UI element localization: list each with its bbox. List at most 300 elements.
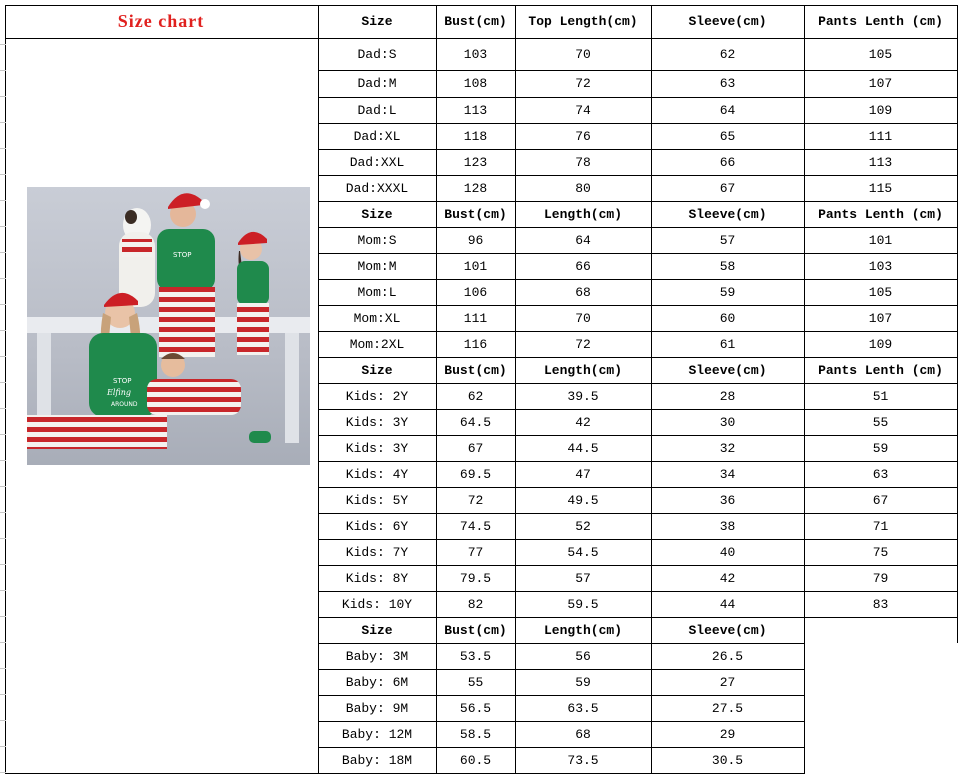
table-border bbox=[651, 617, 652, 644]
table-cell: 36 bbox=[719, 492, 736, 508]
grid-tick bbox=[0, 642, 6, 643]
table-border bbox=[515, 513, 516, 540]
column-header: Sleeve(cm) bbox=[688, 206, 767, 222]
table-border bbox=[436, 123, 437, 150]
table-border bbox=[804, 747, 805, 774]
table-border bbox=[957, 253, 958, 280]
table-cell: Kids: 3Y bbox=[345, 440, 409, 456]
dad-shirt-text: STOP bbox=[173, 251, 192, 259]
column-header: Length(cm) bbox=[543, 206, 622, 222]
table-cell: Kids: 8Y bbox=[345, 570, 409, 586]
table-border bbox=[436, 539, 437, 566]
table-border bbox=[651, 383, 652, 410]
table-cell: 79.5 bbox=[459, 570, 492, 586]
table-cell: 101 bbox=[463, 258, 488, 274]
table-border bbox=[957, 331, 958, 358]
table-border bbox=[957, 38, 958, 71]
table-cell: 66 bbox=[719, 154, 736, 170]
table-cell: 29 bbox=[719, 726, 736, 742]
table-border bbox=[318, 70, 319, 98]
table-border bbox=[515, 487, 516, 514]
table-border bbox=[318, 409, 319, 436]
table-cell: 54.5 bbox=[567, 544, 599, 560]
table-cell: 113 bbox=[868, 154, 893, 170]
column-header: Sleeve(cm) bbox=[688, 14, 767, 29]
grid-tick bbox=[0, 122, 6, 123]
table-border bbox=[804, 409, 805, 436]
table-cell: 79 bbox=[872, 570, 889, 586]
table-cell: 39.5 bbox=[567, 388, 599, 404]
table-border bbox=[651, 695, 652, 722]
table-cell: 55 bbox=[467, 674, 484, 690]
table-border bbox=[957, 539, 958, 566]
table-cell: 58.5 bbox=[459, 726, 492, 742]
table-border bbox=[515, 175, 516, 202]
table-border bbox=[957, 175, 958, 202]
table-cell: 113 bbox=[463, 102, 488, 118]
table-border bbox=[318, 747, 319, 774]
table-border bbox=[515, 617, 516, 644]
table-cell: 72 bbox=[575, 76, 591, 91]
table-cell: 105 bbox=[868, 284, 893, 300]
table-cell: Mom:XL bbox=[353, 310, 401, 326]
table-cell: 96 bbox=[467, 232, 484, 248]
table-border bbox=[651, 747, 652, 774]
table-cell: Dad:XXXL bbox=[345, 180, 409, 196]
table-cell: 44.5 bbox=[567, 440, 599, 456]
table-border bbox=[957, 70, 958, 98]
table-border bbox=[651, 565, 652, 592]
table-cell: Dad:M bbox=[357, 76, 397, 91]
table-border bbox=[436, 461, 437, 488]
table-cell: Kids: 2Y bbox=[345, 388, 409, 404]
table-cell: Mom:M bbox=[357, 258, 397, 274]
table-border bbox=[436, 227, 437, 254]
grid-tick bbox=[0, 356, 6, 357]
table-border bbox=[515, 721, 516, 748]
table-border bbox=[436, 409, 437, 436]
table-border bbox=[515, 695, 516, 722]
table-border bbox=[651, 38, 652, 71]
table-cell: 80 bbox=[575, 180, 591, 196]
table-border bbox=[804, 253, 805, 280]
table-border bbox=[804, 201, 805, 228]
page-title: Size chart bbox=[117, 11, 205, 31]
table-cell: Kids: 7Y bbox=[345, 544, 409, 560]
grid-tick bbox=[0, 70, 6, 71]
column-header: Size bbox=[361, 362, 393, 378]
table-border bbox=[804, 70, 805, 98]
table-border bbox=[957, 357, 958, 384]
table-border bbox=[515, 201, 516, 228]
table-cell: 115 bbox=[868, 180, 893, 196]
table-border bbox=[515, 70, 516, 98]
table-cell: 72 bbox=[467, 492, 484, 508]
table-border bbox=[318, 695, 319, 722]
table-border bbox=[436, 38, 437, 71]
grid-tick bbox=[0, 564, 6, 565]
table-border bbox=[318, 461, 319, 488]
table-cell: 83 bbox=[872, 596, 889, 612]
table-border bbox=[957, 487, 958, 514]
table-border bbox=[436, 331, 437, 358]
table-border bbox=[957, 565, 958, 592]
table-cell: 67 bbox=[467, 440, 484, 456]
table-cell: 62 bbox=[719, 46, 736, 62]
table-cell: 71 bbox=[872, 518, 889, 534]
table-cell: 109 bbox=[868, 336, 893, 352]
family-pajamas-photo bbox=[27, 187, 310, 465]
table-cell: 72 bbox=[575, 336, 591, 352]
table-border bbox=[651, 461, 652, 488]
table-cell: 58 bbox=[719, 258, 736, 274]
grid-tick bbox=[0, 148, 6, 149]
table-cell: Mom:L bbox=[357, 284, 397, 300]
table-border bbox=[5, 38, 318, 39]
table-cell: 105 bbox=[868, 46, 893, 62]
table-border bbox=[5, 773, 318, 774]
table-cell: 60.5 bbox=[459, 752, 492, 768]
column-header: Sleeve(cm) bbox=[688, 362, 767, 378]
table-border bbox=[318, 305, 319, 332]
table-border bbox=[318, 123, 319, 150]
table-border bbox=[651, 357, 652, 384]
table-border bbox=[515, 38, 516, 71]
table-border bbox=[436, 591, 437, 618]
table-cell: Kids: 5Y bbox=[345, 492, 409, 508]
table-border bbox=[436, 747, 437, 774]
grid-tick bbox=[0, 408, 6, 409]
table-cell: 128 bbox=[463, 180, 488, 196]
table-border bbox=[318, 539, 319, 566]
table-cell: 123 bbox=[463, 154, 488, 170]
table-border bbox=[651, 487, 652, 514]
table-cell: Kids: 10Y bbox=[341, 596, 413, 612]
table-cell: 51 bbox=[872, 388, 889, 404]
table-border bbox=[436, 565, 437, 592]
table-border bbox=[804, 513, 805, 540]
table-cell: 64 bbox=[719, 102, 736, 118]
column-header: Bust(cm) bbox=[444, 14, 507, 29]
table-border bbox=[804, 357, 805, 384]
table-cell: 108 bbox=[463, 76, 488, 91]
table-cell: Baby: 18M bbox=[341, 752, 413, 768]
table-border bbox=[651, 643, 652, 670]
table-cell: 56.5 bbox=[459, 700, 492, 716]
table-cell: 56 bbox=[575, 648, 591, 664]
table-cell: 118 bbox=[463, 128, 488, 144]
table-border bbox=[318, 227, 319, 254]
table-border bbox=[436, 435, 437, 462]
table-border bbox=[318, 149, 319, 176]
grid-tick bbox=[0, 96, 6, 97]
table-border bbox=[436, 617, 437, 644]
table-border bbox=[804, 305, 805, 332]
table-border bbox=[436, 70, 437, 98]
table-cell: 82 bbox=[467, 596, 484, 612]
table-border bbox=[804, 123, 805, 150]
table-border bbox=[436, 721, 437, 748]
table-cell: 34 bbox=[719, 466, 736, 482]
table-cell: 65 bbox=[719, 128, 736, 144]
table-border bbox=[804, 97, 805, 124]
table-border bbox=[515, 565, 516, 592]
table-cell: 107 bbox=[868, 76, 893, 91]
table-border bbox=[804, 539, 805, 566]
table-cell: Dad:XL bbox=[353, 128, 401, 144]
table-cell: 109 bbox=[868, 102, 893, 118]
table-border bbox=[436, 513, 437, 540]
table-border bbox=[318, 331, 319, 358]
table-border bbox=[957, 97, 958, 124]
table-border bbox=[957, 227, 958, 254]
table-border bbox=[957, 591, 958, 618]
table-cell: Kids: 3Y bbox=[345, 414, 409, 430]
table-border bbox=[318, 279, 319, 306]
table-border bbox=[957, 409, 958, 436]
table-cell: Dad:XXL bbox=[349, 154, 405, 170]
table-border bbox=[804, 669, 805, 696]
table-border bbox=[318, 513, 319, 540]
table-border bbox=[651, 591, 652, 618]
table-cell: 27 bbox=[719, 674, 736, 690]
table-border bbox=[804, 383, 805, 410]
table-border bbox=[318, 487, 319, 514]
table-border bbox=[436, 383, 437, 410]
grid-tick bbox=[0, 434, 6, 435]
table-border bbox=[515, 643, 516, 670]
table-border bbox=[651, 279, 652, 306]
table-border bbox=[651, 305, 652, 332]
table-cell: 68 bbox=[575, 726, 591, 742]
table-border bbox=[957, 123, 958, 150]
table-border bbox=[804, 617, 805, 644]
table-border bbox=[957, 201, 958, 228]
table-cell: 74 bbox=[575, 102, 591, 118]
table-border bbox=[651, 539, 652, 566]
column-header: Pants Lenth (cm) bbox=[818, 362, 943, 378]
table-border bbox=[804, 279, 805, 306]
table-border bbox=[957, 513, 958, 540]
table-border bbox=[651, 409, 652, 436]
table-cell: 26.5 bbox=[711, 648, 744, 664]
column-header: Length(cm) bbox=[543, 622, 622, 638]
table-cell: 49.5 bbox=[567, 492, 599, 508]
table-border bbox=[515, 227, 516, 254]
table-cell: 67 bbox=[872, 492, 889, 508]
grid-tick bbox=[0, 512, 6, 513]
table-cell: 69.5 bbox=[459, 466, 492, 482]
table-border bbox=[804, 331, 805, 358]
table-cell: 30.5 bbox=[711, 752, 744, 768]
table-cell: Mom:S bbox=[357, 232, 397, 248]
table-cell: 38 bbox=[719, 518, 736, 534]
table-cell: 52 bbox=[575, 518, 591, 534]
table-border bbox=[318, 5, 319, 39]
table-cell: 59 bbox=[872, 440, 889, 456]
table-border bbox=[804, 695, 805, 722]
table-cell: 44 bbox=[719, 596, 736, 612]
table-border bbox=[957, 435, 958, 462]
grid-tick bbox=[0, 200, 6, 201]
table-border bbox=[651, 331, 652, 358]
table-border bbox=[436, 5, 437, 39]
table-border bbox=[804, 565, 805, 592]
grid-tick bbox=[0, 460, 6, 461]
table-border bbox=[318, 383, 319, 410]
table-border bbox=[436, 487, 437, 514]
grid-tick bbox=[0, 772, 6, 773]
table-cell: 61 bbox=[719, 336, 736, 352]
grid-tick bbox=[0, 668, 6, 669]
grid-tick bbox=[0, 226, 6, 227]
table-border bbox=[515, 539, 516, 566]
table-border bbox=[436, 97, 437, 124]
table-cell: 59 bbox=[719, 284, 736, 300]
grid-tick bbox=[0, 382, 6, 383]
table-cell: 55 bbox=[872, 414, 889, 430]
table-cell: 59.5 bbox=[567, 596, 599, 612]
table-border bbox=[651, 513, 652, 540]
table-border bbox=[436, 253, 437, 280]
table-cell: 42 bbox=[719, 570, 736, 586]
table-border bbox=[318, 773, 804, 774]
table-border bbox=[957, 461, 958, 488]
column-header: Length(cm) bbox=[543, 362, 622, 378]
mom-shirt-text-3: AROUND bbox=[111, 401, 138, 408]
table-cell: 74.5 bbox=[459, 518, 492, 534]
grid-tick bbox=[0, 720, 6, 721]
column-header: Top Length(cm) bbox=[528, 14, 638, 29]
table-border bbox=[318, 97, 319, 124]
table-cell: 42 bbox=[575, 414, 591, 430]
table-cell: 103 bbox=[463, 46, 488, 62]
table-border bbox=[515, 331, 516, 358]
table-border bbox=[436, 695, 437, 722]
table-cell: Dad:S bbox=[357, 46, 397, 62]
column-header: Size bbox=[361, 206, 393, 222]
table-border bbox=[515, 461, 516, 488]
table-border bbox=[515, 435, 516, 462]
table-border bbox=[957, 305, 958, 332]
table-cell: 111 bbox=[463, 310, 488, 326]
table-border bbox=[318, 669, 319, 696]
table-border bbox=[515, 747, 516, 774]
grid-tick bbox=[0, 252, 6, 253]
table-border bbox=[804, 435, 805, 462]
grid-tick bbox=[0, 304, 6, 305]
table-cell: 103 bbox=[868, 258, 893, 274]
grid-tick bbox=[0, 174, 6, 175]
table-border bbox=[436, 149, 437, 176]
table-border bbox=[318, 591, 319, 618]
table-border bbox=[515, 357, 516, 384]
table-border bbox=[804, 721, 805, 748]
table-border bbox=[651, 5, 652, 39]
table-border bbox=[318, 435, 319, 462]
table-cell: 32 bbox=[719, 440, 736, 456]
table-border bbox=[515, 383, 516, 410]
table-cell: 64 bbox=[575, 232, 591, 248]
table-cell: 63 bbox=[719, 76, 736, 91]
table-cell: 30 bbox=[719, 414, 736, 430]
table-border bbox=[804, 461, 805, 488]
table-border bbox=[804, 591, 805, 618]
table-border bbox=[651, 253, 652, 280]
table-border bbox=[515, 591, 516, 618]
table-border bbox=[318, 617, 319, 644]
table-border bbox=[515, 149, 516, 176]
column-header: Bust(cm) bbox=[444, 622, 507, 638]
grid-tick bbox=[0, 746, 6, 747]
table-border bbox=[515, 669, 516, 696]
table-cell: 68 bbox=[575, 284, 591, 300]
table-border bbox=[651, 123, 652, 150]
table-cell: 78 bbox=[575, 154, 591, 170]
table-cell: 64.5 bbox=[459, 414, 492, 430]
table-border bbox=[5, 5, 6, 774]
table-border bbox=[804, 175, 805, 202]
table-border bbox=[436, 201, 437, 228]
table-cell: 107 bbox=[868, 310, 893, 326]
table-border bbox=[651, 70, 652, 98]
table-cell: 27.5 bbox=[711, 700, 744, 716]
column-header: Size bbox=[361, 622, 393, 638]
table-border bbox=[957, 383, 958, 410]
table-border bbox=[436, 305, 437, 332]
grid-tick bbox=[0, 616, 6, 617]
table-border bbox=[651, 149, 652, 176]
table-cell: 28 bbox=[719, 388, 736, 404]
grid-tick bbox=[0, 44, 6, 45]
table-cell: 67 bbox=[719, 180, 736, 196]
table-cell: 63 bbox=[872, 466, 889, 482]
table-border bbox=[957, 5, 958, 39]
table-cell: Baby: 3M bbox=[345, 648, 409, 664]
table-cell: Baby: 9M bbox=[345, 700, 409, 716]
table-border bbox=[436, 175, 437, 202]
grid-tick bbox=[0, 330, 6, 331]
column-header: Sleeve(cm) bbox=[688, 622, 767, 638]
table-cell: 53.5 bbox=[459, 648, 492, 664]
table-cell: 47 bbox=[575, 466, 591, 482]
table-border bbox=[804, 487, 805, 514]
table-cell: Baby: 6M bbox=[345, 674, 409, 690]
column-header: Pants Lenth (cm) bbox=[818, 206, 943, 222]
table-cell: 77 bbox=[467, 544, 484, 560]
table-cell: 66 bbox=[575, 258, 591, 274]
table-border bbox=[651, 201, 652, 228]
table-cell: 57 bbox=[719, 232, 736, 248]
table-cell: Kids: 4Y bbox=[345, 466, 409, 482]
table-cell: 57 bbox=[575, 570, 591, 586]
table-cell: 75 bbox=[872, 544, 889, 560]
table-cell: Mom:2XL bbox=[349, 336, 405, 352]
table-border bbox=[515, 253, 516, 280]
table-border bbox=[515, 279, 516, 306]
table-border bbox=[804, 5, 805, 39]
table-border bbox=[318, 201, 319, 228]
table-cell: 111 bbox=[868, 128, 893, 144]
table-border bbox=[515, 97, 516, 124]
table-border bbox=[318, 38, 319, 71]
table-cell: 60 bbox=[719, 310, 736, 326]
table-border bbox=[515, 123, 516, 150]
table-border bbox=[515, 409, 516, 436]
table-border bbox=[651, 175, 652, 202]
grid-tick bbox=[0, 278, 6, 279]
table-border bbox=[436, 643, 437, 670]
